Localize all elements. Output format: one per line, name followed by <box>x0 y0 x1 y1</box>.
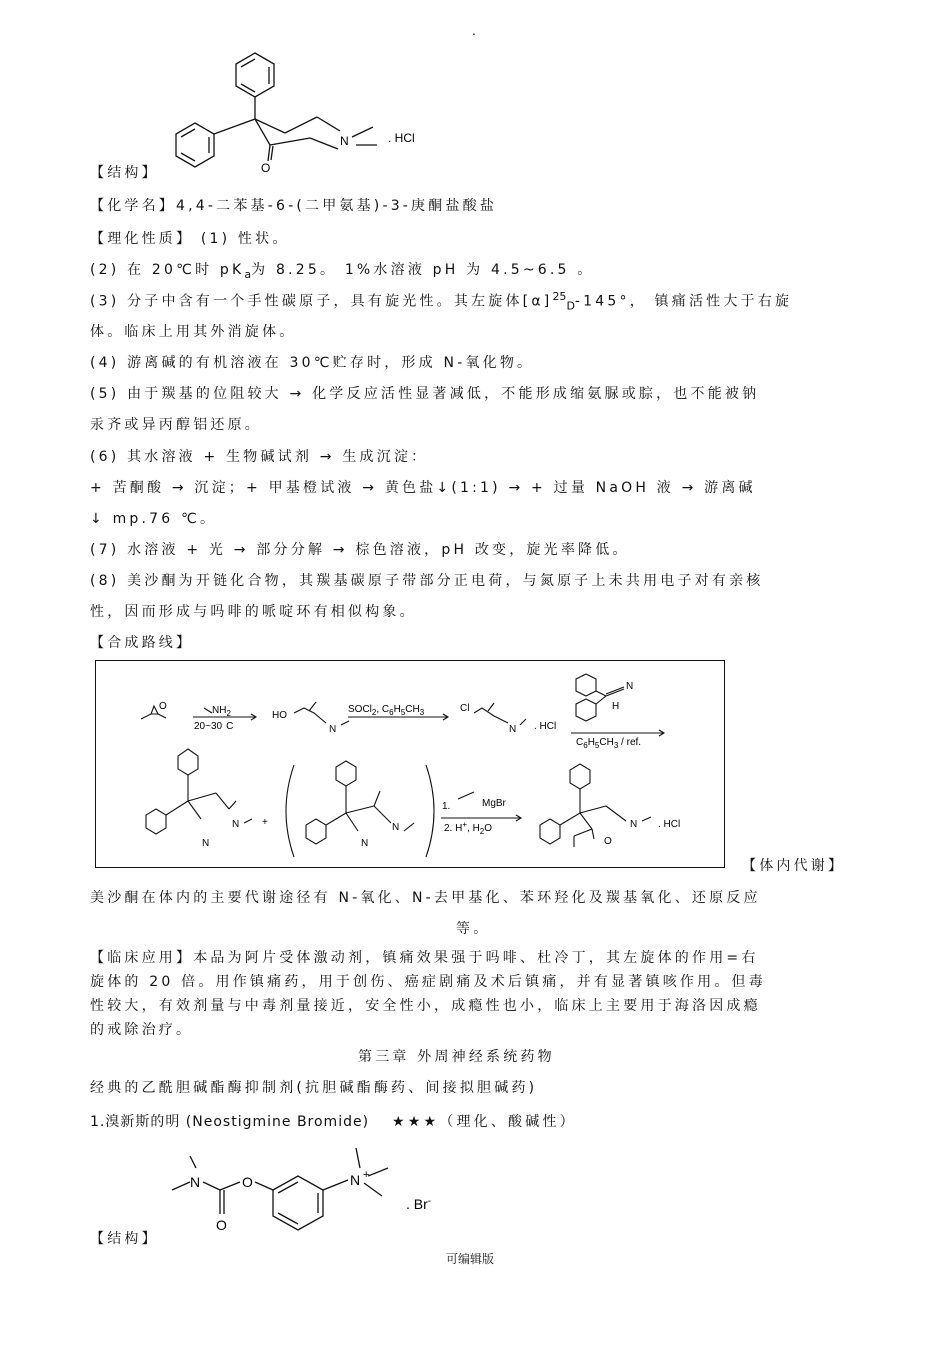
label-n-7: N <box>630 819 638 830</box>
property-3-cont: 体。临床上用其外消旋体。 <box>90 324 297 340</box>
condition-1: 20~30 C <box>194 721 234 732</box>
ester-o: O <box>242 1174 253 1190</box>
methadone-structure <box>160 45 460 180</box>
chemical-name: 【化学名】4,4-二苯基-6-(二甲氨基)-3-庚酮盐酸盐 <box>90 198 498 214</box>
structure-label-2: 【结构】 <box>90 1231 159 1247</box>
label-cl: Cl <box>460 703 470 714</box>
clinical-3: 性较大，有效剂量与中毒剂量接近，安全性小，成瘾性也小，临床上主要用于海洛因成瘾 <box>90 998 761 1014</box>
property-6-cont2: ↓ mp.76 ℃。 <box>90 511 218 527</box>
label-n-5: N <box>392 822 400 833</box>
solvent-label: $C_6H_5CH_3$ / ref. <box>576 737 642 750</box>
property-2: (2) 在 20℃时 $pK_a$为 8.25。 1%水溶液 pH 为 4.5~6.5 。 <box>90 262 595 281</box>
metabolism-title: 【体内代谢】 <box>742 858 846 874</box>
property-5: (5) 由于羰基的位阻较大 → 化学反应活性显著减低，不能形成缩氨脲或腙，也不能被钠 <box>90 386 760 402</box>
synthesis-scheme <box>96 661 724 867</box>
epoxide-o: O <box>159 701 167 712</box>
reagent-amine: $NH_2$ <box>212 705 231 718</box>
metabolism-text: 美沙酮在体内的主要代谢途径有 N-氧化、N-去甲基化、苯环羟化及羰基氧化、还原反应 <box>90 890 761 906</box>
property-7: (7) 水溶液 + 光 → 部分分解 → 棕色溶液，pH 改变，旋光率降低。 <box>90 542 630 558</box>
step-2: 2. H+, $H_2O$ <box>444 820 493 836</box>
property-1: 【理化性质】 (1) 性状。 <box>90 231 290 247</box>
grignard-reagent: MgBr <box>482 798 506 809</box>
step-1: 1. <box>442 801 451 812</box>
label-n-2: N <box>509 724 517 735</box>
label-n-3: N <box>232 819 240 830</box>
footer-label: 可编辑版 <box>446 1252 495 1266</box>
label-ho: HO <box>272 710 287 721</box>
neostigmine-structure <box>160 1138 460 1243</box>
drug-title: 1.溴新斯的明 (Neostigmine Bromide) <box>90 1114 370 1130</box>
subtitle: 经典的乙酰胆碱酯酶抑制剂(抗胆碱酯酶药、间接拟胆碱药) <box>90 1080 538 1096</box>
carbonyl-o: O <box>216 1217 227 1233</box>
atom-o: O <box>261 161 271 175</box>
synthesis-route-box <box>95 660 725 868</box>
property-3: (3) 分子中含有一个手性碳原子，具有旋光性。其左旋体$[\alpha]^{25}_D-145^\circ$， 镇痛活性大于右旋 <box>90 290 793 313</box>
label-hcl-1: . HCl <box>534 721 557 732</box>
ammonium-n: N <box>350 1172 361 1188</box>
bromide-salt: . Br- <box>406 1196 432 1212</box>
atom-n: N <box>340 134 349 148</box>
property-6: (6) 其水溶液 + 生物碱试剂 → 生成沉淀： <box>90 449 429 465</box>
clinical-4: 的戒除治疗。 <box>90 1022 194 1038</box>
charge-plus: + <box>363 1169 370 1181</box>
label-n-4: N <box>202 838 210 849</box>
property-5-cont: 汞齐或异丙醇铝还原。 <box>90 417 262 433</box>
metabolism-text-cont: 等。 <box>456 921 491 937</box>
reagent-socl2: SOCl$_2$, $C_6H_5CH_3$ <box>348 704 425 717</box>
header-dot: . <box>472 24 476 38</box>
salt-label: . HCl <box>388 131 415 145</box>
nitrile-h: H <box>612 701 620 712</box>
structure-label: 【结构】 <box>90 165 159 181</box>
clinical-1: 【临床应用】本品为阿片受体激动剂，镇痛效果强于吗啡、杜冷丁，其左旋体的作用=右 <box>90 950 759 966</box>
property-6-cont: + 苦酮酸 → 沉淀；+ 甲基橙试液 → 黄色盐↓(1:1) → + 过量 NaOH 液 → 游离碱 <box>90 480 756 496</box>
drug-stars: ★★★（理化、酸碱性） <box>392 1114 577 1130</box>
synthesis-title: 【合成路线】 <box>90 635 194 651</box>
property-8: (8) 美沙酮为开链化合物，其羰基碳原子带部分正电荷，与氮原子上未共用电子对有亲核 <box>90 573 764 589</box>
chapter-title: 第三章 外周神经系统药物 <box>358 1049 555 1065</box>
property-8-cont: 性，因而形成与吗啡的哌啶环有相似构象。 <box>90 604 417 620</box>
label-n-6: N <box>361 838 369 849</box>
ester-n: N <box>190 1174 201 1190</box>
clinical-2: 旋体的 20 倍。用作镇痛药，用于创伤、癌症剧痛及术后镇痛，并有显著镇咳作用。但毒 <box>90 974 766 990</box>
nitrile-n: N <box>626 681 634 692</box>
plus-sign: + <box>262 817 268 828</box>
label-hcl-2: . HCl <box>658 819 681 830</box>
label-n-1: N <box>329 724 337 735</box>
property-4: (4) 游离碱的有机溶液在 30℃贮存时，形成 N-氧化物。 <box>90 355 535 371</box>
product-o: O <box>604 836 612 847</box>
